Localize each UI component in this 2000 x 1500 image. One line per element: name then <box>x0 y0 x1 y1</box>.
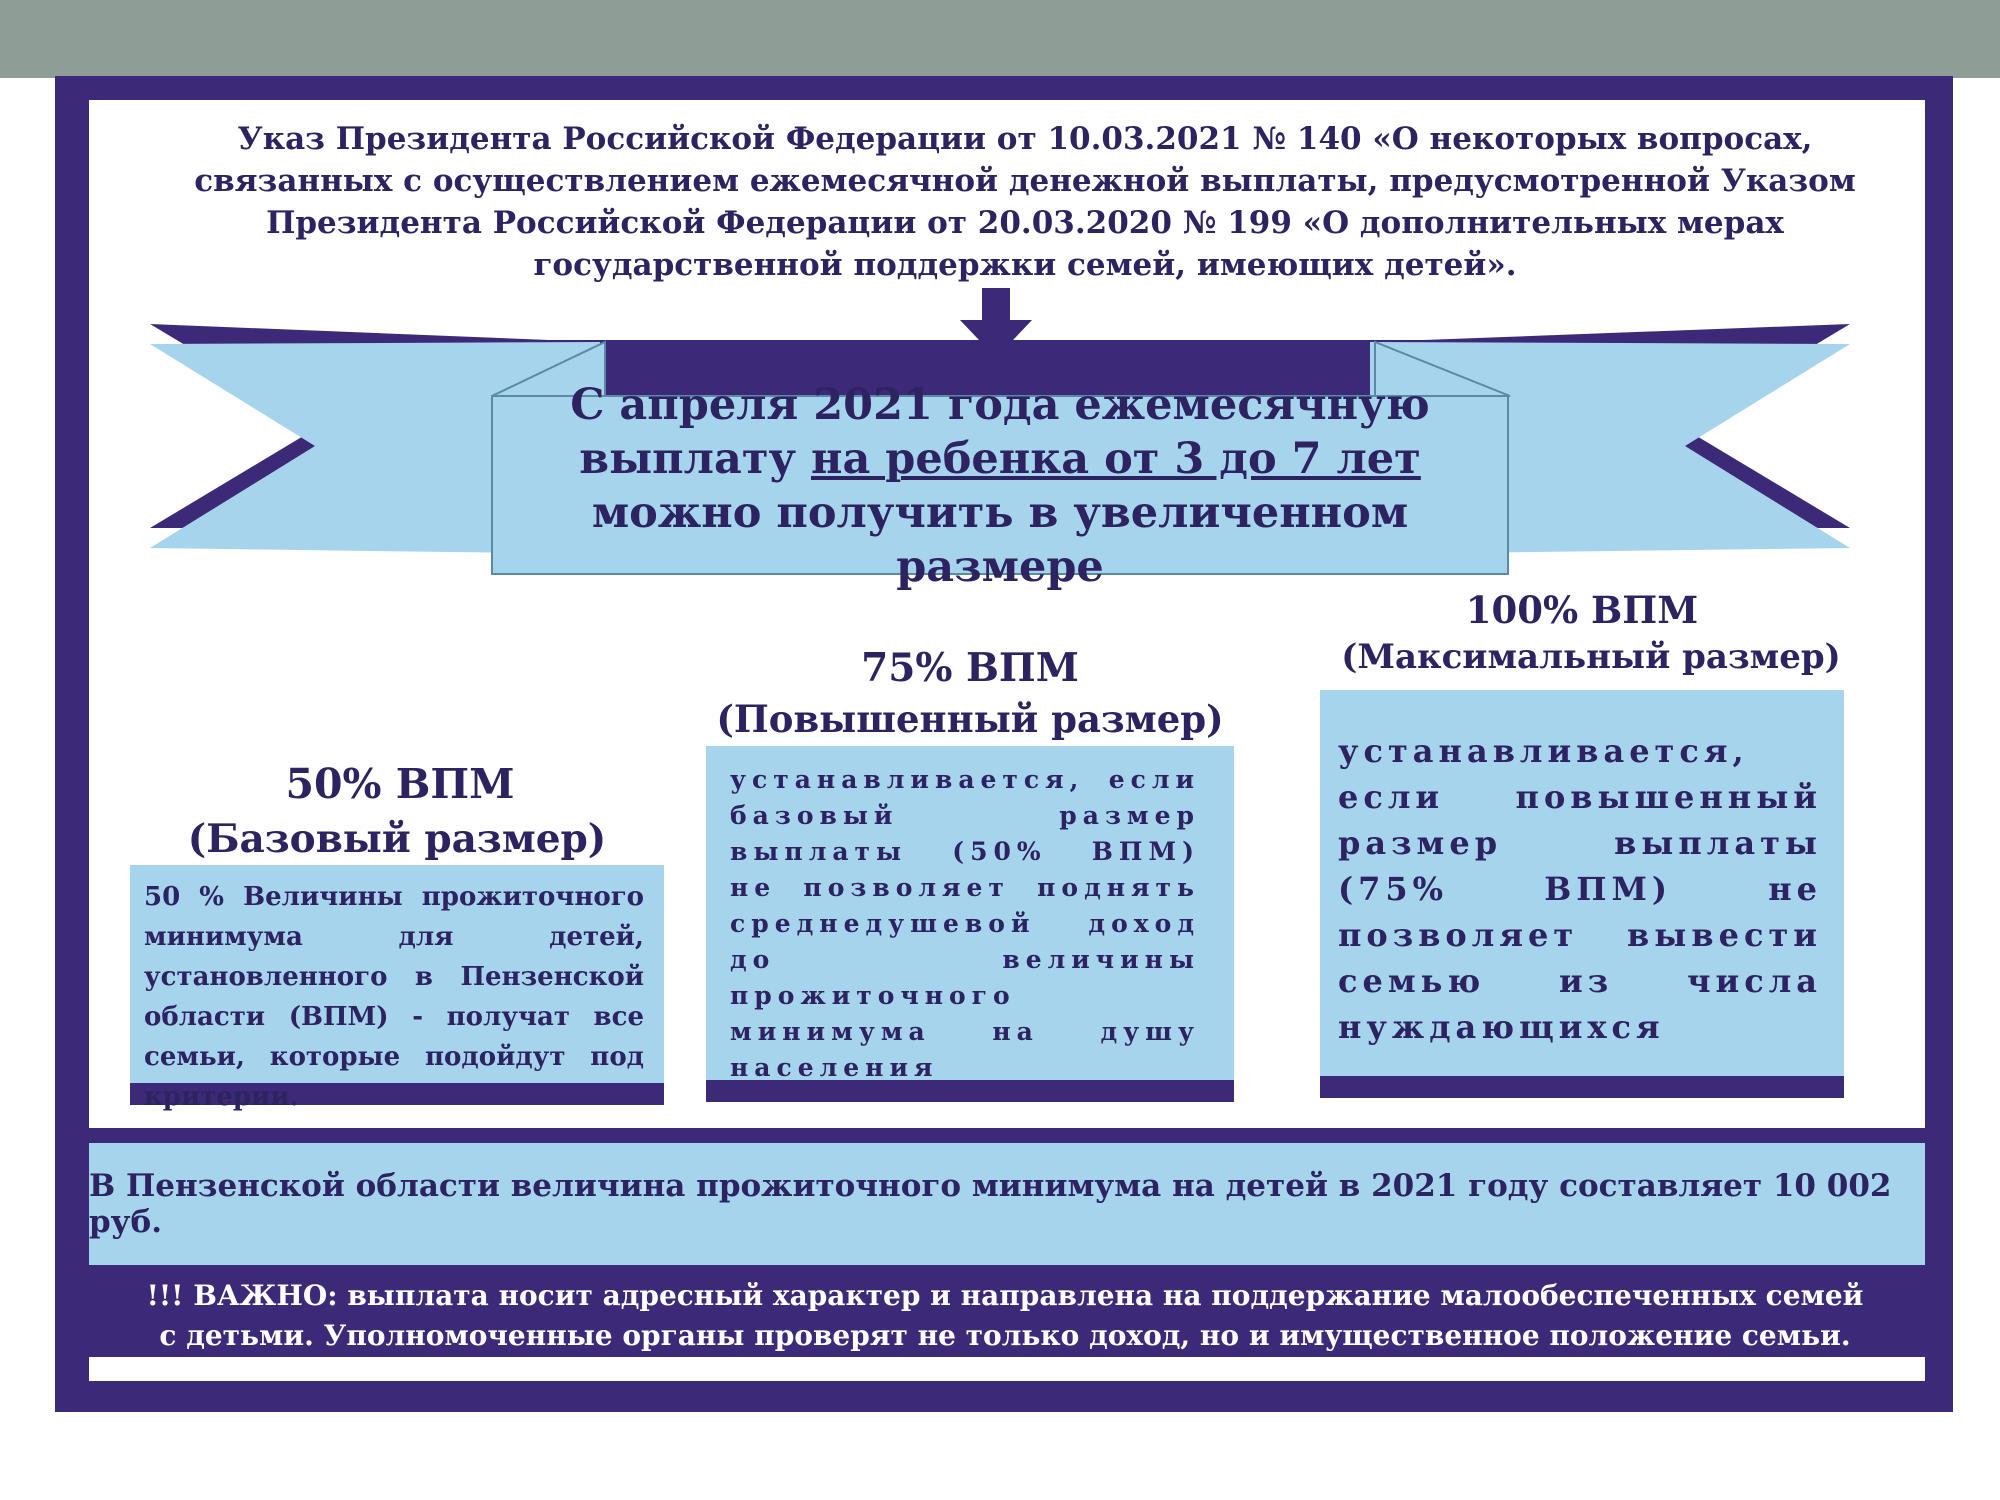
bottom-white-strip <box>89 1357 1925 1381</box>
important-line-1: !!! ВАЖНО: выплата носит адресный характер и направлена на поддержание малообеспеченных семей <box>146 1279 1864 1312</box>
option-100-box <box>1320 690 1844 1098</box>
subsistence-minimum-note: В Пензенской области величина прожиточного минимума на детей в 2021 году составляет 10 002 руб. <box>89 1143 1925 1265</box>
option-75-text: устанавливается, если базовый размер выплаты (50% ВПМ) не позволяет поднять среднедушевой доход до величины прожиточного минимума на душу населения <box>730 765 1200 1082</box>
banner-line-2-start: выплату <box>579 433 811 484</box>
banner-age-range: на ребенка от 3 до 7 лет <box>810 433 1421 484</box>
important-notice <box>100 1276 1910 1356</box>
banner-line-3: можно получить в увеличенном размере <box>591 487 1409 592</box>
option-100-label: (Максимальный размер) <box>1341 637 1841 677</box>
option-50-percent: 50% ВПМ <box>285 760 515 808</box>
option-75-percent: 75% ВПМ <box>861 645 1079 691</box>
banner-line-1: С апреля 2021 года ежемесячную <box>570 379 1430 430</box>
option-50-text: 50 % Величины прожиточного минимума для детей, установленного в Пензенской области (ВПМ) - получат все семьи, которые подойдут под критерии. <box>144 882 644 1112</box>
important-line-2: с детьми. Уполномоченные органы проверят не только доход, но и имущественное положение семьи. <box>159 1319 1851 1352</box>
banner-line-2 <box>579 432 1421 486</box>
top-gray-bar <box>0 0 2000 78</box>
option-50-label: (Базовый размер) <box>187 816 607 862</box>
option-50-box <box>130 865 664 1112</box>
option-75-label: (Повышенный размер) <box>716 697 1224 741</box>
option-75-box <box>706 746 1234 1102</box>
option-100-text: устанавливается, если повышенный размер выплаты (75% ВПМ) не позволяет вывести семью из числа нуждающихся <box>1338 732 1822 1046</box>
banner-headline <box>492 379 1508 592</box>
option-100-percent: 100% ВПМ <box>1465 588 1699 632</box>
decree-reference: Указ Президента Российской Федерации от 10.03.2021 № 140 «О некоторых вопросах, связанных с осуществлением ежемесячной денежной выплаты, предусмотренной Указом Президента Российской Федерации от 20.03.2020 № 199 «О дополнительных мерах государственной поддержки семей, имеющих детей». <box>194 121 1856 283</box>
